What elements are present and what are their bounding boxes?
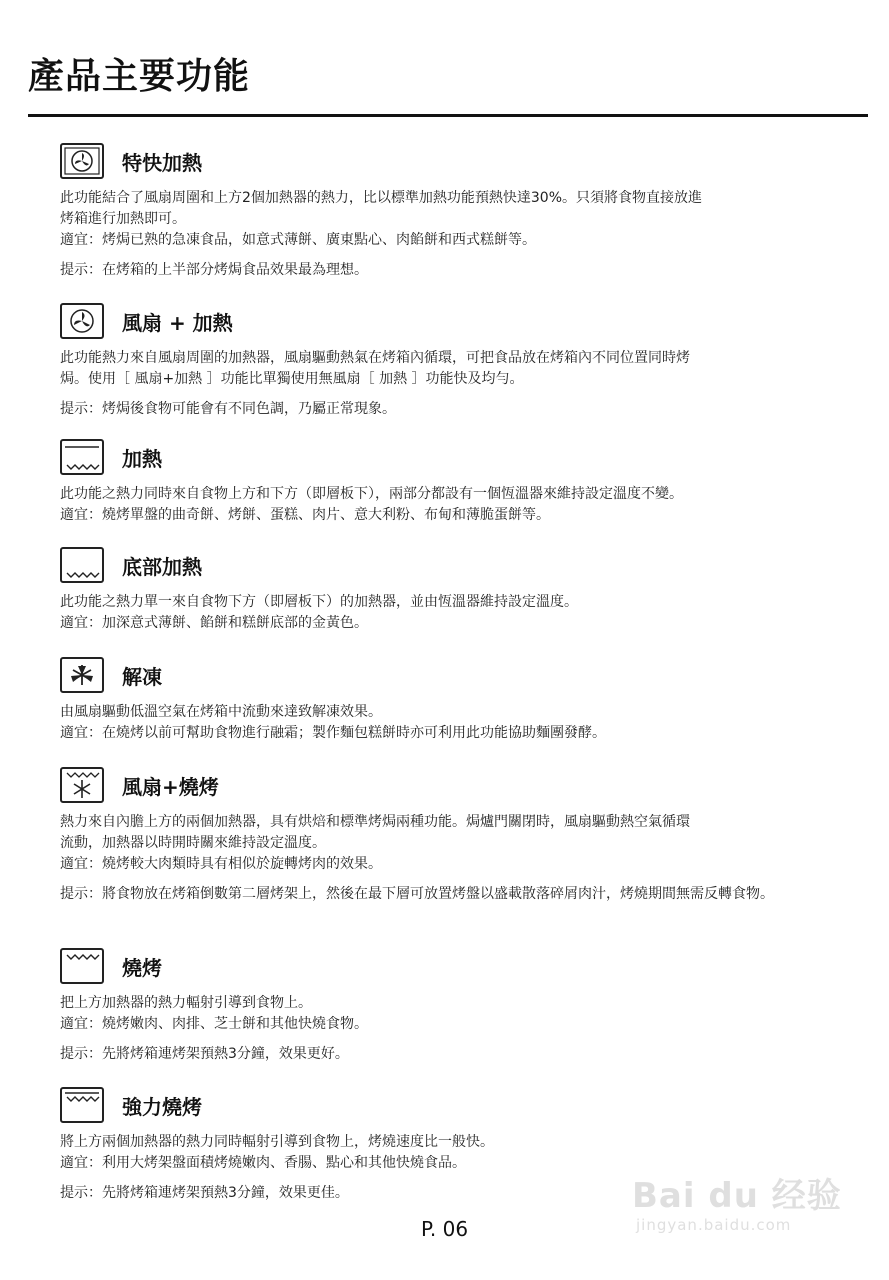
- section-text: 烤箱進行加熱即可。: [60, 211, 186, 227]
- section-text: 適宜：在燒烤以前可幫助食物進行融霜；製作麵包糕餅時亦可利用此功能協助麵團發酵。: [60, 725, 606, 741]
- section-title: 強力燒烤: [122, 1094, 202, 1119]
- section-text: 適宜：利用大烤架盤面積烤燒嫩肉、香腸、點心和其他快燒食品。: [60, 1155, 466, 1171]
- section-title: 風扇+燒烤: [122, 774, 219, 799]
- section-text: 適宜：烤焗已熟的急凍食品，如意式薄餅、廣東點心、肉餡餅和西式糕餅等。: [60, 232, 536, 248]
- section-heat: [60, 438, 850, 526]
- fan-grill-icon: [60, 767, 104, 803]
- section-defrost: [60, 656, 850, 744]
- section-text: 此功能之熱力單一來自食物下方（即層板下）的加熱器，並由恆溫器維持設定溫度。: [60, 594, 578, 610]
- section-fan-heat: [60, 302, 850, 420]
- section-tip: 提示：先將烤箱連烤架預熱3分鐘，效果更好。: [60, 1046, 349, 1062]
- title-divider: [28, 114, 868, 117]
- section-text: 適宜：燒烤嫩肉、肉排、芝士餅和其他快燒食物。: [60, 1016, 368, 1032]
- section-text: 焗。使用［ 風扇+加熱 ］功能比單獨使用無風扇［ 加熱 ］功能快及均勻。: [60, 371, 524, 387]
- top-bottom-heat-icon: [60, 439, 104, 475]
- section-text: 把上方加熱器的熱力輻射引導到食物上。: [60, 995, 312, 1011]
- page-title: 產品主要功能: [28, 56, 251, 97]
- section-text: 此功能熱力來自風扇周圍的加熱器，風扇驅動熱氣在烤箱內循環，可把食品放在烤箱內不同位置同時烤: [60, 350, 690, 366]
- section-tip: 提示：將食物放在烤箱倒數第二層烤架上，然後在最下層可放置烤盤以盛載散落碎屑肉汁，烤燒期間無需反轉食物。: [60, 886, 774, 902]
- section-tip: 提示：烤焗後食物可能會有不同色調，乃屬正常現象。: [60, 401, 396, 417]
- fast-heat-fan-icon: [60, 143, 104, 179]
- section-fast-heat: [60, 142, 850, 281]
- section-text: 由風扇驅動低溫空氣在烤箱中流動來達致解凍效果。: [60, 704, 382, 720]
- section-tip: 提示：在烤箱的上半部分烤焗食品效果最為理想。: [60, 262, 368, 278]
- watermark-url: jingyan.baidu.com: [636, 1216, 792, 1234]
- section-title: 底部加熱: [122, 554, 202, 579]
- watermark-logo: Bai du 经验: [632, 1176, 842, 1216]
- section-text: 適宜：加深意式薄餅、餡餅和糕餅底部的金黃色。: [60, 615, 368, 631]
- section-text: 此功能結合了風扇周圍和上方2個加熱器的熱力，比以標準加熱功能預熱快達30%。只須將食物直接放進: [60, 190, 703, 206]
- section-title: 解凍: [122, 664, 162, 689]
- section-title: 加熱: [122, 446, 162, 471]
- fan-heat-icon: [60, 303, 104, 339]
- bottom-heat-icon: [60, 547, 104, 583]
- page-number: P. 06: [420, 1217, 469, 1241]
- section-fan-grill: [60, 766, 850, 905]
- section-text: 適宜：燒烤較大肉類時具有相似於旋轉烤肉的效果。: [60, 856, 382, 872]
- section-text: 適宜：燒烤單盤的曲奇餅、烤餅、蛋糕、肉片、意大利粉、布甸和薄脆蛋餅等。: [60, 507, 550, 523]
- section-tip: 提示：先將烤箱連烤架預熱3分鐘，效果更佳。: [60, 1185, 349, 1201]
- section-title: 特快加熱: [122, 150, 202, 175]
- section-title: 燒烤: [122, 955, 162, 980]
- section-grill: [60, 947, 850, 1065]
- section-text: 熱力來自內膽上方的兩個加熱器，具有烘焙和標準烤焗兩種功能。焗爐門關閉時，風扇驅動熱空氣循環: [60, 814, 690, 830]
- section-text: 此功能之熱力同時來自食物上方和下方（即層板下），兩部分都設有一個恆溫器來維持設定溫度不變。: [60, 486, 683, 502]
- defrost-fan-icon: [60, 657, 104, 693]
- section-text: 流動，加熱器以時開時關來維持設定溫度。: [60, 835, 326, 851]
- section-title: 風扇 + 加熱: [122, 310, 233, 335]
- section-text: 將上方兩個加熱器的熱力同時輻射引導到食物上，烤燒速度比一般快。: [60, 1134, 494, 1150]
- double-grill-icon: [60, 1087, 104, 1123]
- grill-icon: [60, 948, 104, 984]
- section-bottom-heat: [60, 546, 850, 634]
